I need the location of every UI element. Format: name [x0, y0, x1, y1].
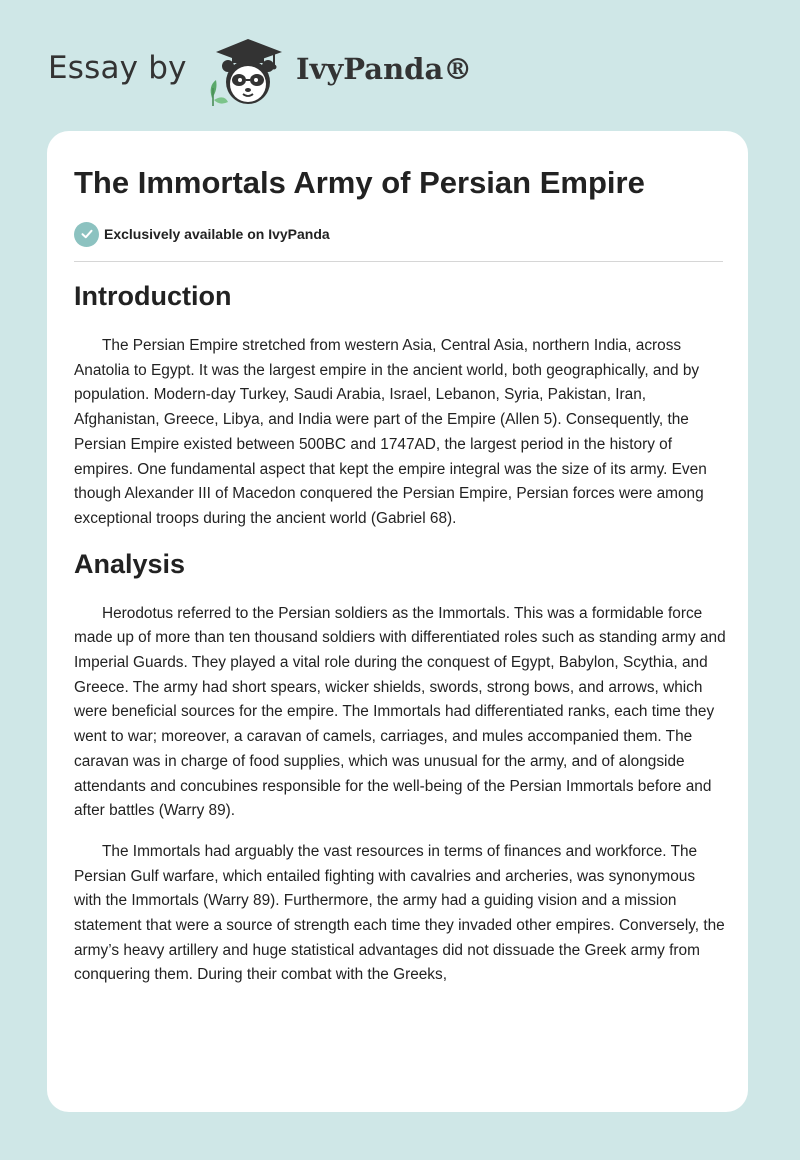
brand-prefix: Essay by [48, 50, 187, 86]
divider [74, 261, 723, 262]
essay-body [74, 281, 726, 988]
paragraph: The Immortals had arguably the vast resources in terms of finances and workforce. The Persian Gulf warfare, which entailed fighting with cavalries and archeries, was synonymous with the Immortals (Warry 89). Furthermore, the army had a guiding vision and a mission statement that were a source of strength each time they invaded other empires. Conversely, the army’s heavy artillery and huge statistical advantages did not dissuade the Greek army from conquering them. During their combat with the Greeks, [74, 842, 725, 984]
brand-name[interactable]: IvyPanda® [296, 52, 473, 86]
section-heading-analysis: Analysis [74, 548, 186, 579]
page-title: The Immortals Army of Persian Empire [74, 165, 645, 200]
section-heading-introduction: Introduction [74, 281, 232, 311]
essay-card [47, 131, 748, 1112]
paragraph: The Persian Empire stretched from western Asia, Central Asia, northern India, across Anatolia to Egypt. It was the largest empire in the ancient world, both geographically, and by population. Modern-day Turkey, Saudi Arabia, Israel, Lebanon, Syria, Pakistan, Iran, Afghanistan, Greece, Libya, and India were part of the Empire (Allen 5). Consequently, the Persian Empire existed between 500BC and 1747AD, the largest period in the history of empires. One fundamental aspect that kept the empire integral was the size of its army. Even though Alexander III of Macedon conquered the Persian Empire, Persian forces were among exceptional troops during the ancient world (Gabriel 68). [74, 337, 707, 527]
paragraph: Herodotus referred to the Persian soldiers as the Immortals. This was a formidable force made up of more than ten thousand soldiers with differentiated roles such as standing army and Imperial Guards. They played a vital role during the conquest of Egypt, Babylon, Scythia, and Greece. The army had short spears, wicker shields, swords, strong bows, and arrows, which were beneficial sources for the empire. The Immortals had differentiated ranks, each time they went to war; moreover, a caravan of camels, carriages, and mules accompanied them. The caravan was in charge of food supplies, which was unusual for the army, and of alongside attendants and concubines responsible for the well-being of the Persian Immortals before and after battles (Warry 89). [74, 604, 726, 820]
site-header [0, 0, 800, 130]
panda-graduate-icon[interactable] [202, 36, 294, 110]
check-icon [74, 222, 99, 247]
exclusive-badge [74, 221, 330, 247]
badge-text: Exclusively available on IvyPanda [104, 226, 330, 242]
